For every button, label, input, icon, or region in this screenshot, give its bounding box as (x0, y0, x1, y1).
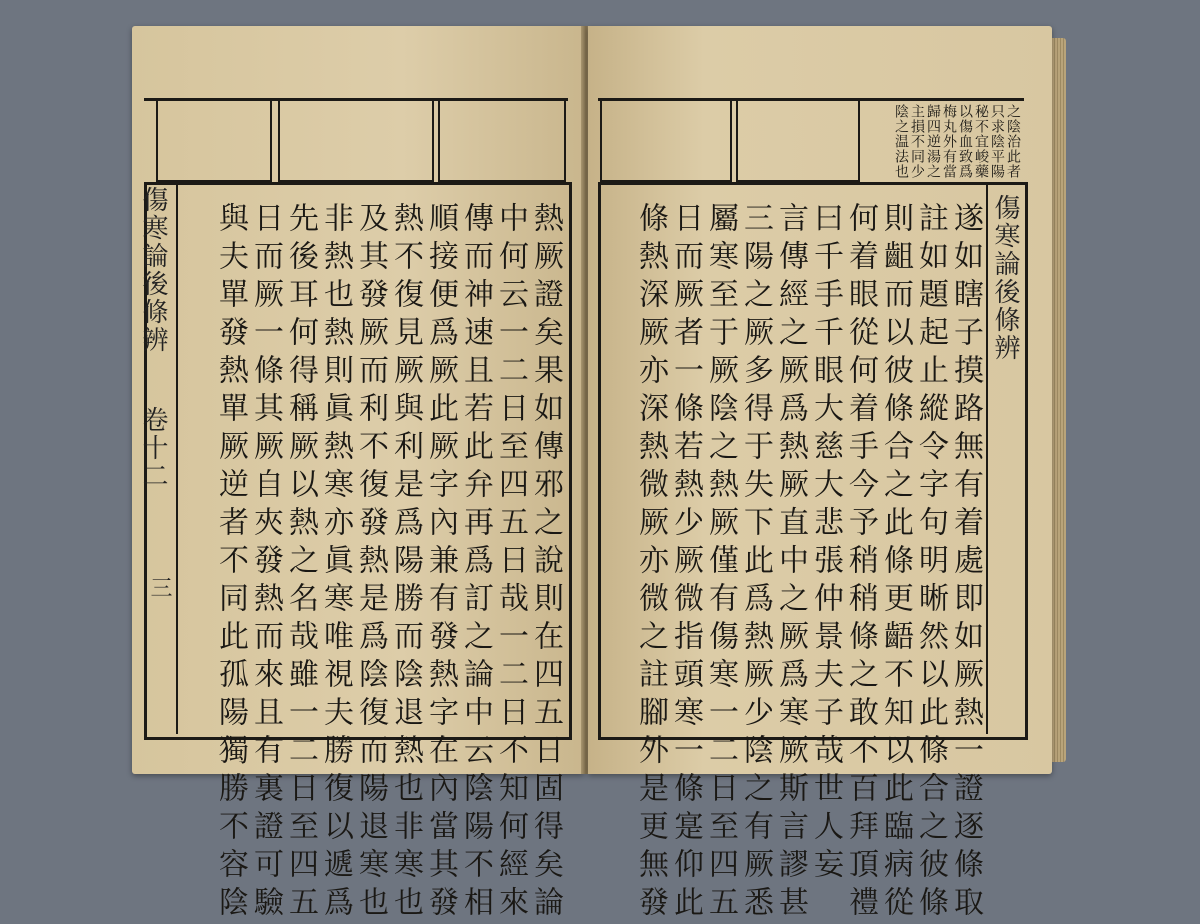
text-column-5: 曰千手千眼大慈大悲張仲景夫子哉世人妄 (808, 202, 843, 886)
text-column-7: 三陽之厥多得于失下此爲熱厥少陰之有厥悉 (738, 202, 773, 924)
text-column-9: 日而厥者一條若熱少厥微指頭寒一條寔仰此 (668, 202, 703, 924)
header-cell-3 (438, 98, 566, 182)
text-column-3: 傳而神速且若此弁再爲訂之論中云陰陽不相 (458, 202, 493, 924)
margin-title: 傷寒論後條辨 (990, 194, 1020, 362)
header-cell-1 (156, 98, 272, 182)
header-cell-1 (600, 98, 732, 182)
margin-volume: 卷十二 (138, 406, 168, 490)
header-note-4: 以傷血致爲 (957, 104, 973, 179)
text-column-9: 日而厥一條其厥自夾發熱而來且有裏證可驗 (248, 202, 283, 924)
page-number: 三 (147, 576, 172, 598)
header-cell-2 (278, 98, 434, 182)
header-note-6: 歸四逆湯之 (925, 104, 941, 179)
header-note-5: 梅丸外有當 (941, 104, 957, 179)
right-page (588, 26, 1052, 924)
open-book (132, 26, 1052, 924)
text-column-5: 熱不復見厥與利是爲陽勝而陰退熱也非寒也 (388, 202, 423, 924)
text-column-1: 遂如瞎子摸路無有着處即如厥熱一證逐條取 (948, 202, 983, 924)
header-cell-2 (736, 98, 860, 182)
text-column-4: 何着眼從何着手今予稍稍條之敢不百拜頂禮 (843, 202, 878, 924)
text-column-8: 屬寒至于厥陰之熱厥僅有傷寒一二日至四五 (703, 202, 738, 924)
header-note-3: 秘不宜峻藥 (973, 104, 989, 179)
left-page (132, 26, 584, 924)
header-note-8: 陰之温法也 (893, 104, 909, 179)
text-column-4: 順接便爲厥此厥字內兼有發熱字在內當其發 (423, 202, 458, 924)
text-column-1: 熱厥證矣果如傳邪之說則在四五日固得矣論 (528, 202, 563, 924)
margin-title: 傷寒論後條辨 (138, 186, 168, 354)
text-column-7: 非熱也熱則眞熱寒亦眞寒唯視夫勝復以遞爲 (318, 202, 353, 924)
text-column-10: 與夫單發熱單厥逆者不同此孤陽獨勝不容陰 (213, 202, 248, 924)
text-column-3: 則齟而以彼條合之此條更齬不知以此臨病從 (878, 202, 913, 924)
margin-divider (986, 182, 988, 734)
header-note-7: 主損不同少 (909, 104, 925, 179)
margin-divider (176, 182, 178, 734)
text-column-6: 及其發厥而利不復發熱是爲陰復而陽退寒也 (353, 202, 388, 924)
text-column-6: 言傳經之厥爲熱厥直中之厥爲寒厥斯言謬甚 (773, 202, 808, 924)
text-column-10: 條熱深厥亦深熱微厥亦微之註腳外是更無發 (633, 202, 668, 924)
text-column-2: 中何云一二日至四五日哉一二日不知何經來 (493, 202, 528, 924)
text-column-8: 先後耳何得稱厥以熱之名哉雖一二日至四五 (283, 202, 318, 924)
header-note-2: 只求陰平陽 (989, 104, 1005, 179)
header-note-1: 之陰治此者 (1005, 104, 1021, 179)
text-column-2: 註如題起止縱令字句明晰然以此條合之彼條 (913, 202, 948, 924)
page-edges (1052, 38, 1066, 762)
